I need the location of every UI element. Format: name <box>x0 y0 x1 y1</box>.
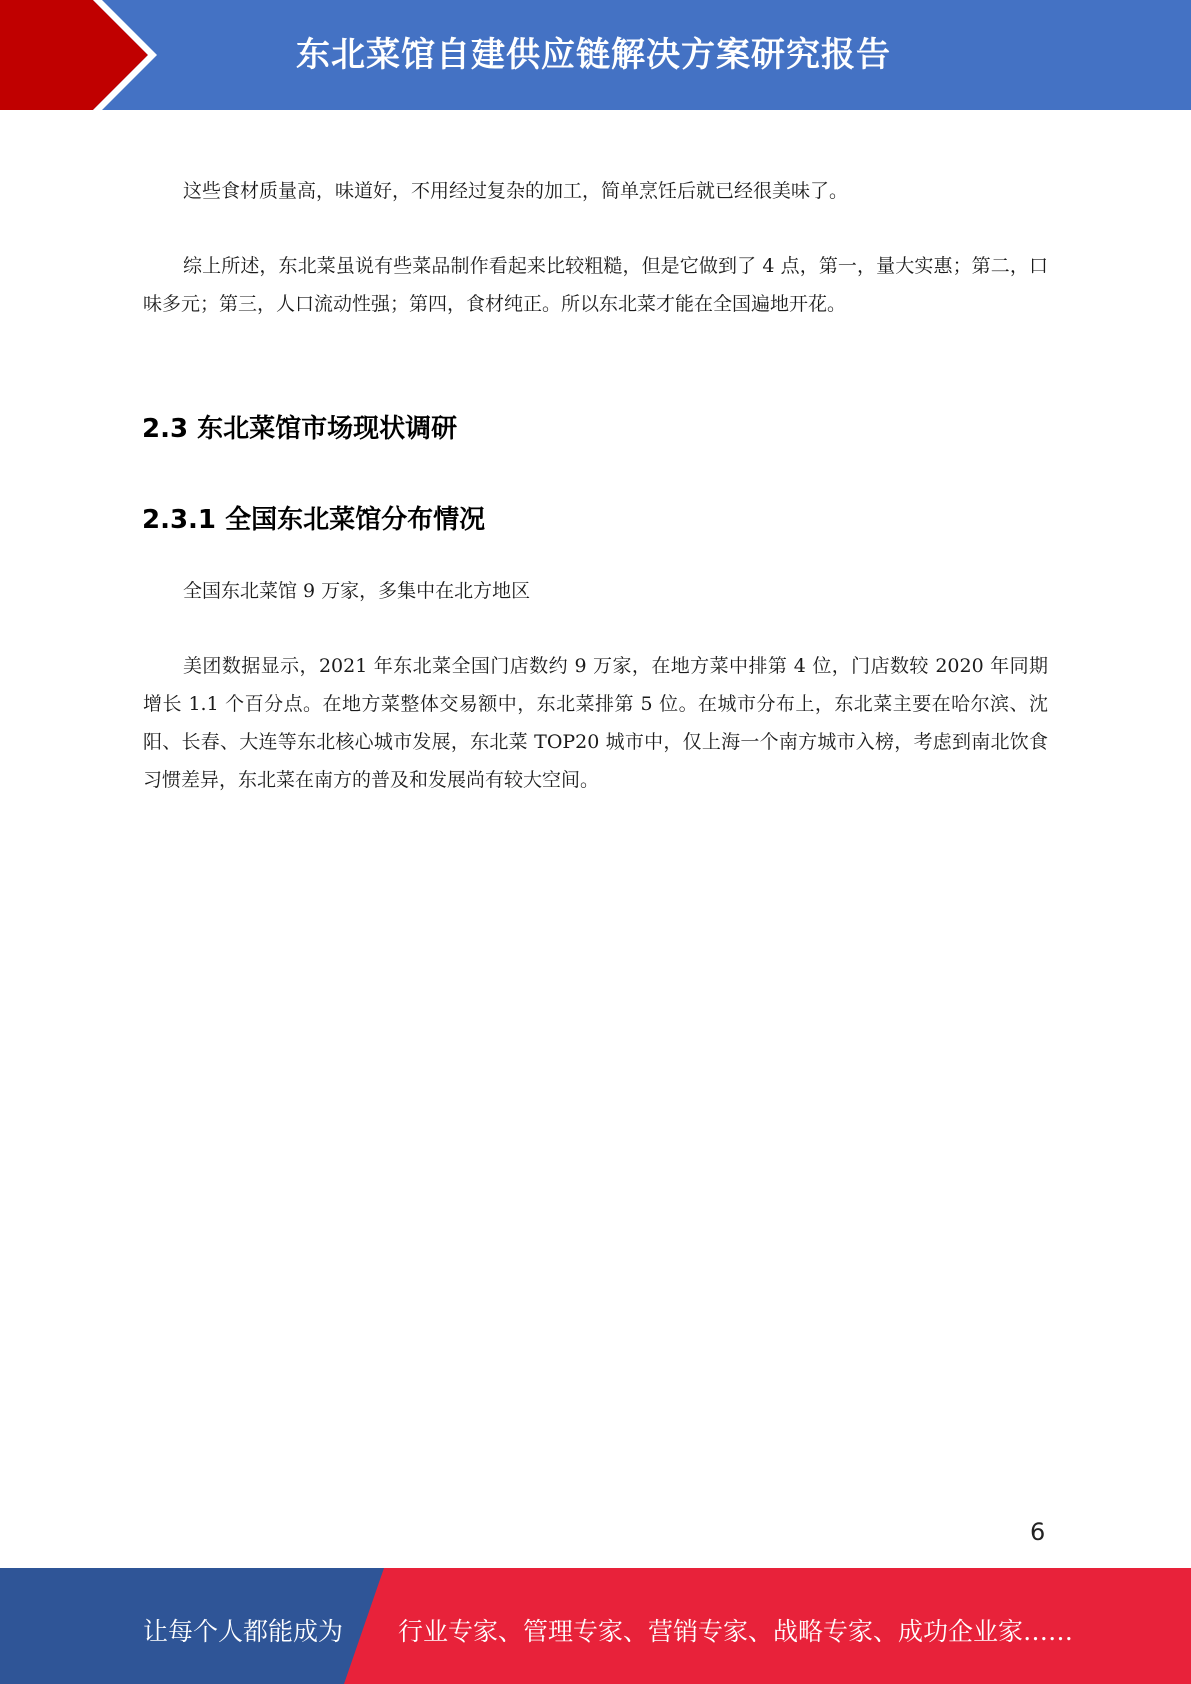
header-banner <box>0 0 1191 110</box>
footer-banner <box>0 1568 1191 1684</box>
section-heading-2-3-1: 2.3.1 全国东北菜馆分布情况 <box>142 505 486 535</box>
paragraph-store-count: 全国东北菜馆 9 万家，多集中在北方地区 <box>183 580 531 602</box>
paragraph-summary: 综上所述，东北菜虽说有些菜品制作看起来比较粗糙，但是它做到了 4 点，第一，量大实惠；第二，口味多元；第三，人口流动性强；第四，食材纯正。所以东北菜才能在全国遍地开花。 <box>143 255 1048 315</box>
section-heading-2-3: 2.3 东北菜馆市场现状调研 <box>142 414 458 444</box>
footer-slogan-right: 行业专家、管理专家、营销专家、战略专家、成功企业家…… <box>398 1617 1074 1646</box>
report-title: 东北菜馆自建供应链解决方案研究报告 <box>296 35 891 75</box>
page-number: 6 <box>1030 1518 1046 1546</box>
paragraph-meituan-data: 美团数据显示，2021 年东北菜全国门店数约 9 万家，在地方菜中排第 4 位，门店数较 2020 年同期增长 1.1 个百分点。在地方菜整体交易额中，东北菜排第 5 位。在城市分布上，东北菜主要在哈尔滨、沈阳、长春、大连等东北核心城市发展，东北菜 TOP20 城市中，仅上海一个南方城市入榜，考虑到南北饮食习惯差异，东北菜在南方的普及和发展尚有较大空间。 <box>143 655 1048 791</box>
paragraph-ingredients-quality: 这些食材质量高，味道好，不用经过复杂的加工，简单烹饪后就已经很美味了。 <box>183 180 849 202</box>
footer-slogan-left: 让每个人都能成为 <box>143 1617 344 1646</box>
header-arrow-decoration <box>0 0 170 110</box>
